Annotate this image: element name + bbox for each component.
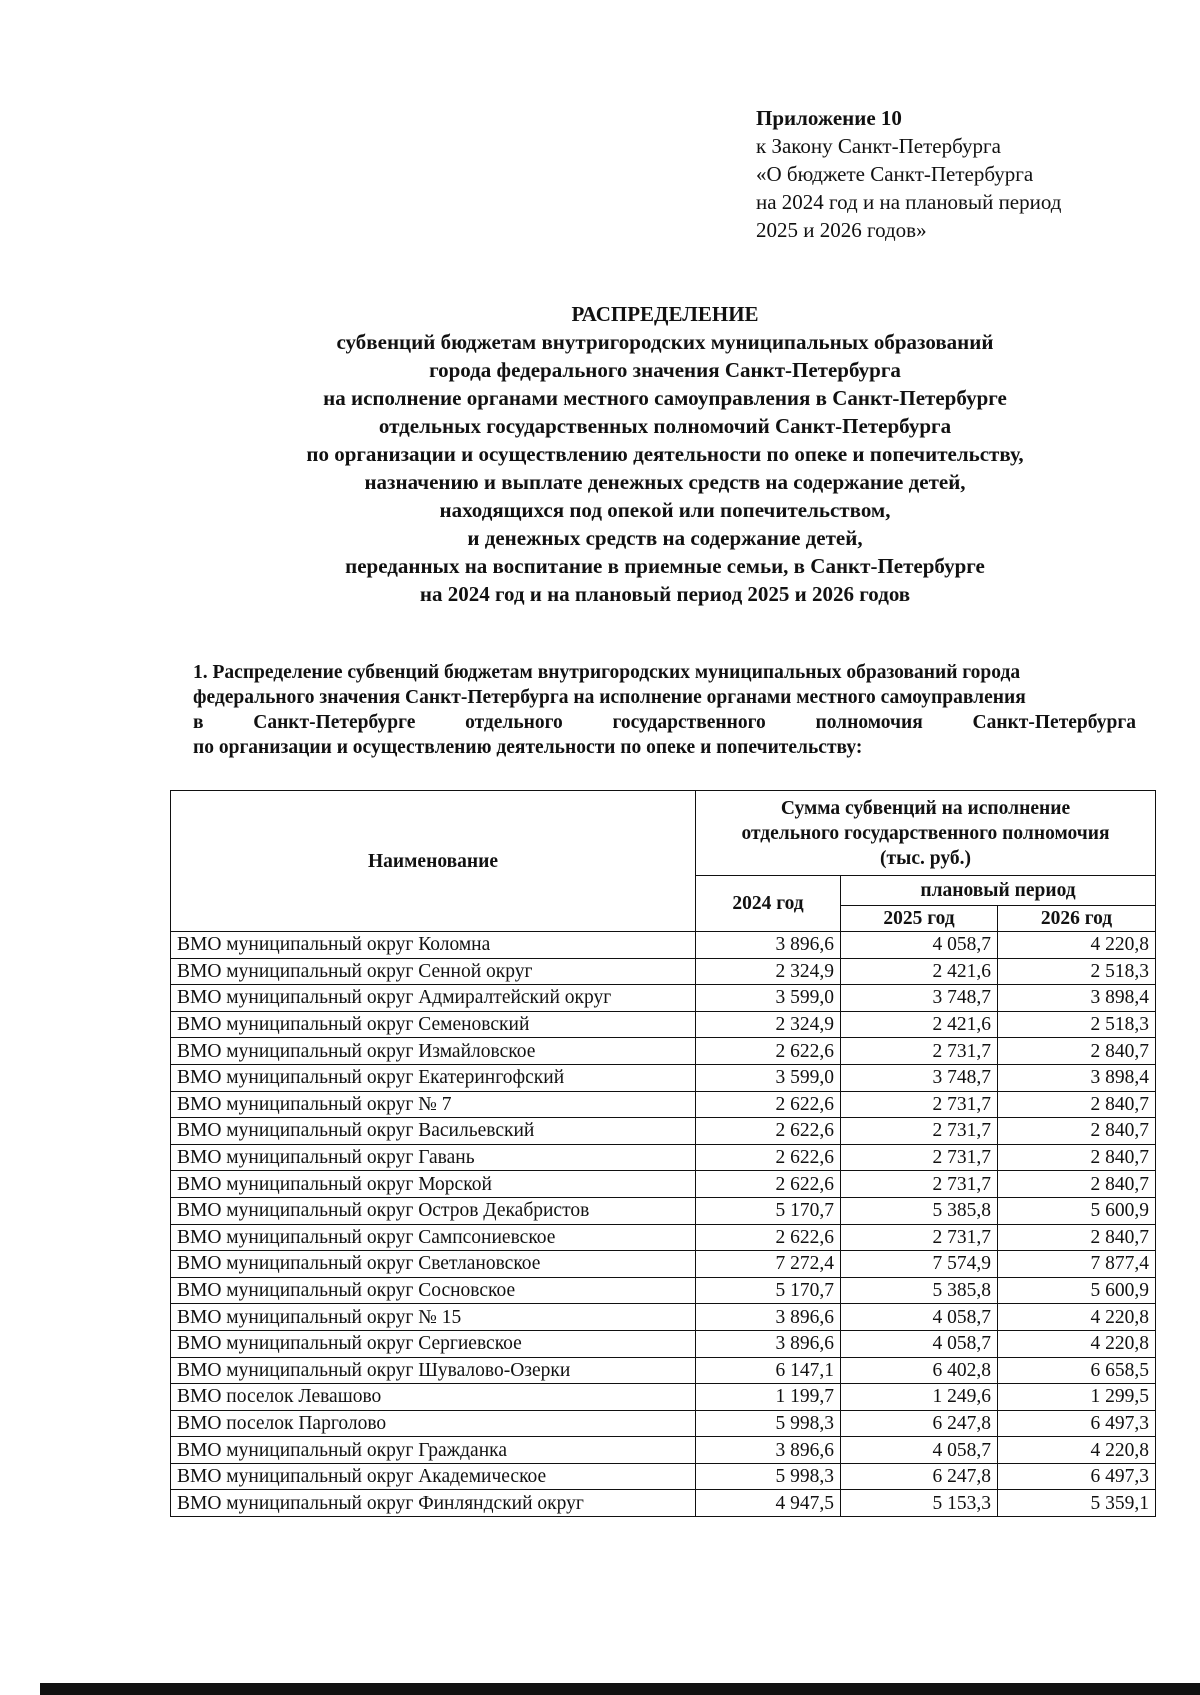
- row-value-2024: 5 170,7: [696, 1277, 841, 1304]
- row-name: ВМО муниципальный округ № 15: [171, 1304, 696, 1331]
- row-value-2026: 2 840,7: [998, 1118, 1156, 1145]
- row-value-2025: 5 385,8: [841, 1277, 998, 1304]
- row-value-2026: 2 840,7: [998, 1038, 1156, 1065]
- row-value-2024: 2 324,9: [696, 958, 841, 985]
- row-name: ВМО муниципальный округ Екатерингофский: [171, 1064, 696, 1091]
- row-name: ВМО муниципальный округ Измайловское: [171, 1038, 696, 1065]
- row-name: ВМО муниципальный округ Морской: [171, 1171, 696, 1198]
- row-value-2024: 3 896,6: [696, 932, 841, 959]
- row-value-2026: 6 497,3: [998, 1410, 1156, 1437]
- row-value-2024: 3 599,0: [696, 985, 841, 1012]
- row-value-2025: 3 748,7: [841, 1064, 998, 1091]
- row-name: ВМО муниципальный округ Коломна: [171, 932, 696, 959]
- row-value-2026: 3 898,4: [998, 1064, 1156, 1091]
- row-name: ВМО муниципальный округ Финляндский округ: [171, 1490, 696, 1517]
- col-header-2026: 2026 год: [998, 906, 1156, 932]
- row-value-2024: 5 998,3: [696, 1410, 841, 1437]
- row-value-2024: 3 896,6: [696, 1304, 841, 1331]
- row-value-2025: 4 058,7: [841, 1437, 998, 1464]
- row-value-2026: 6 497,3: [998, 1463, 1156, 1490]
- sum-header-line: отдельного государственного полномочия: [741, 822, 1110, 844]
- row-value-2024: 3 599,0: [696, 1064, 841, 1091]
- table-row: [171, 1384, 1156, 1411]
- table-body: [171, 932, 1156, 1517]
- row-value-2025: 3 748,7: [841, 985, 998, 1012]
- row-value-2024: 2 622,6: [696, 1091, 841, 1118]
- row-name: ВМО поселок Парголово: [171, 1410, 696, 1437]
- row-value-2024: 2 622,6: [696, 1038, 841, 1065]
- row-name: ВМО муниципальный округ Остров Декабристов: [171, 1197, 696, 1224]
- row-value-2025: 2 731,7: [841, 1224, 998, 1251]
- document-heading: [150, 300, 1180, 608]
- heading-line: субвенций бюджетам внутригородских муниципальных образований: [336, 330, 994, 354]
- row-value-2026: 5 600,9: [998, 1197, 1156, 1224]
- row-name: ВМО муниципальный округ Академическое: [171, 1463, 696, 1490]
- row-value-2026: 4 220,8: [998, 1437, 1156, 1464]
- row-value-2024: 7 272,4: [696, 1251, 841, 1278]
- col-header-planned: плановый период: [841, 876, 1156, 906]
- table-row: [171, 1091, 1156, 1118]
- table-row: [171, 1410, 1156, 1437]
- row-value-2025: 4 058,7: [841, 1304, 998, 1331]
- row-name: ВМО муниципальный округ № 7: [171, 1091, 696, 1118]
- section-word: в: [193, 712, 204, 733]
- row-name: ВМО муниципальный округ Сосновское: [171, 1277, 696, 1304]
- row-value-2026: 2 840,7: [998, 1224, 1156, 1251]
- row-value-2026: 1 299,5: [998, 1384, 1156, 1411]
- heading-line: отдельных государственных полномочий Санкт-Петербурга: [378, 414, 952, 438]
- appendix-line: 2025 и 2026 годов»: [756, 218, 927, 242]
- row-name: ВМО муниципальный округ Светлановское: [171, 1251, 696, 1278]
- table-row: [171, 1038, 1156, 1065]
- row-value-2024: 5 170,7: [696, 1197, 841, 1224]
- row-value-2025: 2 421,6: [841, 1011, 998, 1038]
- row-value-2025: 7 574,9: [841, 1251, 998, 1278]
- table-row: [171, 1144, 1156, 1171]
- row-value-2025: 2 731,7: [841, 1144, 998, 1171]
- appendix-block: [756, 104, 1061, 244]
- heading-line: по организации и осуществлению деятельности по опеке и попечительству,: [306, 442, 1024, 466]
- row-value-2025: 6 247,8: [841, 1410, 998, 1437]
- row-value-2025: 2 731,7: [841, 1118, 998, 1145]
- table-row: [171, 1118, 1156, 1145]
- table-row: [171, 1251, 1156, 1278]
- row-name: ВМО муниципальный округ Сергиевское: [171, 1330, 696, 1357]
- row-name: ВМО муниципальный округ Адмиралтейский округ: [171, 985, 696, 1012]
- appendix-line: «О бюджете Санкт-Петербурга: [756, 162, 1034, 186]
- row-name: ВМО муниципальный округ Гавань: [171, 1144, 696, 1171]
- table-row: [171, 1011, 1156, 1038]
- sum-header-line: (тыс. руб.): [880, 847, 971, 869]
- appendix-line: к Закону Санкт-Петербурга: [756, 134, 1001, 158]
- heading-line: города федерального значения Санкт-Петербурга: [429, 358, 901, 382]
- subvention-table: [170, 790, 1156, 1517]
- table-row: [171, 1437, 1156, 1464]
- table-row: [171, 1277, 1156, 1304]
- table-row: [171, 1330, 1156, 1357]
- table-row: [171, 1171, 1156, 1198]
- table-row: [171, 1197, 1156, 1224]
- sum-header-line: Сумма субвенций на исполнение: [780, 797, 1071, 819]
- row-value-2024: 3 896,6: [696, 1437, 841, 1464]
- appendix-line: на 2024 год и на плановый период: [756, 190, 1062, 214]
- col-header-name: Наименование: [171, 791, 696, 932]
- row-value-2026: 5 600,9: [998, 1277, 1156, 1304]
- row-name: ВМО муниципальный округ Гражданка: [171, 1437, 696, 1464]
- row-name: ВМО муниципальный округ Сампсониевское: [171, 1224, 696, 1251]
- row-value-2024: 6 147,1: [696, 1357, 841, 1384]
- table-row: [171, 1224, 1156, 1251]
- table-row: [171, 1490, 1156, 1517]
- row-value-2026: 4 220,8: [998, 1330, 1156, 1357]
- row-value-2026: 4 220,8: [998, 932, 1156, 959]
- section-line: федерального значения Санкт-Петербурга на исполнение органами местного самоуправления: [193, 687, 1026, 708]
- row-value-2024: 1 199,7: [696, 1384, 841, 1411]
- row-name: ВМО муниципальный округ Шувалово-Озерки: [171, 1357, 696, 1384]
- table-row: [171, 932, 1156, 959]
- section-word: государственного: [612, 712, 766, 733]
- section-word: Санкт-Петербурга: [972, 712, 1136, 733]
- section-title: [193, 660, 1136, 760]
- row-value-2026: 2 518,3: [998, 1011, 1156, 1038]
- row-value-2025: 2 731,7: [841, 1091, 998, 1118]
- row-value-2026: 2 518,3: [998, 958, 1156, 985]
- row-name: ВМО муниципальный округ Сенной округ: [171, 958, 696, 985]
- appendix-title: Приложение 10: [756, 106, 902, 130]
- row-value-2024: 4 947,5: [696, 1490, 841, 1517]
- row-value-2025: 4 058,7: [841, 1330, 998, 1357]
- heading-line: назначению и выплате денежных средств на содержание детей,: [364, 470, 966, 494]
- section-line: по организации и осуществлению деятельности по опеке и попечительству:: [193, 737, 863, 758]
- row-value-2026: 3 898,4: [998, 985, 1156, 1012]
- row-value-2026: 2 840,7: [998, 1144, 1156, 1171]
- row-value-2025: 2 731,7: [841, 1038, 998, 1065]
- table-row: [171, 1357, 1156, 1384]
- row-name: ВМО муниципальный округ Васильевский: [171, 1118, 696, 1145]
- table-row: [171, 1304, 1156, 1331]
- row-value-2025: 5 385,8: [841, 1197, 998, 1224]
- row-value-2026: 4 220,8: [998, 1304, 1156, 1331]
- table-row: [171, 1463, 1156, 1490]
- section-word: отдельного: [465, 712, 563, 733]
- heading-line: переданных на воспитание в приемные семьи, в Санкт-Петербурге: [345, 554, 985, 578]
- table-row: [171, 958, 1156, 985]
- heading-line: РАСПРЕДЕЛЕНИЕ: [571, 302, 759, 326]
- col-header-sum: [696, 791, 1156, 876]
- row-value-2024: 3 896,6: [696, 1330, 841, 1357]
- section-line: 1. Распределение субвенций бюджетам внутригородских муниципальных образований города: [193, 662, 1021, 683]
- row-value-2026: 2 840,7: [998, 1091, 1156, 1118]
- row-value-2025: 2 421,6: [841, 958, 998, 985]
- row-value-2025: 6 247,8: [841, 1463, 998, 1490]
- col-header-2024: 2024 год: [696, 876, 841, 932]
- scan-edge-bar: [40, 1683, 1200, 1695]
- section-line-justified: [193, 710, 1136, 735]
- row-value-2024: 2 622,6: [696, 1171, 841, 1198]
- table-row: [171, 985, 1156, 1012]
- row-name: ВМО поселок Левашово: [171, 1384, 696, 1411]
- row-value-2025: 6 402,8: [841, 1357, 998, 1384]
- row-value-2025: 1 249,6: [841, 1384, 998, 1411]
- heading-line: на исполнение органами местного самоуправления в Санкт-Петербурге: [323, 386, 1007, 410]
- row-value-2024: 5 998,3: [696, 1463, 841, 1490]
- section-word: Санкт-Петербурге: [253, 712, 416, 733]
- row-value-2025: 2 731,7: [841, 1171, 998, 1198]
- row-value-2026: 2 840,7: [998, 1171, 1156, 1198]
- row-value-2024: 2 622,6: [696, 1144, 841, 1171]
- col-header-2025: 2025 год: [841, 906, 998, 932]
- row-value-2024: 2 324,9: [696, 1011, 841, 1038]
- table-row: [171, 1064, 1156, 1091]
- row-value-2026: 6 658,5: [998, 1357, 1156, 1384]
- heading-line: находящихся под опекой или попечительством,: [439, 498, 891, 522]
- row-value-2024: 2 622,6: [696, 1224, 841, 1251]
- row-value-2025: 4 058,7: [841, 932, 998, 959]
- section-word: полномочия: [815, 712, 923, 733]
- row-name: ВМО муниципальный округ Семеновский: [171, 1011, 696, 1038]
- heading-line: и денежных средств на содержание детей,: [467, 526, 863, 550]
- row-value-2024: 2 622,6: [696, 1118, 841, 1145]
- row-value-2026: 5 359,1: [998, 1490, 1156, 1517]
- row-value-2026: 7 877,4: [998, 1251, 1156, 1278]
- row-value-2025: 5 153,3: [841, 1490, 998, 1517]
- heading-line: на 2024 год и на плановый период 2025 и 2026 годов: [419, 582, 911, 606]
